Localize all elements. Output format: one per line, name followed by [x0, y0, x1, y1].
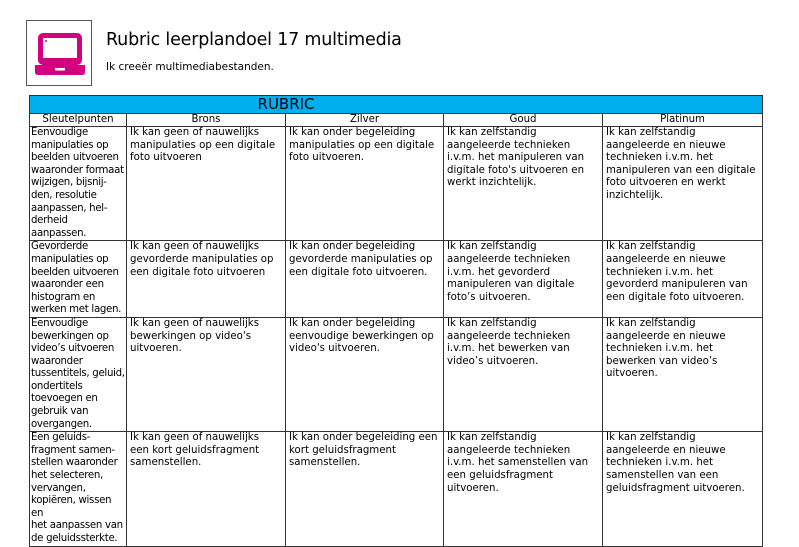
goud-cell: Ik kan zelfstandig aangeleerde technieken i.v.m. het samenstellen van een geluidsfragment uitvoeren.: [444, 432, 603, 546]
platinum-cell: Ik kan zelfstandig aangeleerde en nieuwe technieken i.v.m. het bewerken van video’s uitvoeren.: [603, 317, 763, 431]
table-row: [30, 127, 763, 241]
goud-cell: Ik kan zelfstandig aangeleerde technieken i.v.m. het manipuleren van digitale foto's uitvoeren en werkt inzichtelijk.: [444, 127, 603, 241]
column-header-brons: Brons: [127, 114, 286, 127]
zilver-cell: Ik kan onder begeleiding een kort geluidsfragment samenstellen.: [286, 432, 444, 546]
table-row: [30, 432, 763, 546]
brons-cell: Ik kan geen of nauwelijks bewerkingen op video's uitvoeren.: [127, 317, 286, 431]
column-header-goud: Goud: [444, 114, 603, 127]
brons-cell: Ik kan geen of nauwelijks gevorderde manipulaties op een digitale foto uitvoeren: [127, 241, 286, 318]
goud-cell: Ik kan zelfstandig aangeleerde technieken i.v.m. het gevorderd manipuleren van digitale foto’s uitvoeren.: [444, 241, 603, 318]
column-header-sleutelpunten: Sleutelpunten: [30, 114, 127, 127]
key-point-cell: Een geluids- fragment samen- stellen waaronder het selecteren, vervangen, kopiëren, wissen en het aanpassen van de geluidssterkte.: [30, 432, 127, 546]
column-header-zilver: Zilver: [286, 114, 444, 127]
platinum-cell: Ik kan zelfstandig aangeleerde en nieuwe technieken i.v.m. het samenstellen van een geluidsfragment uitvoeren.: [603, 432, 763, 546]
rubric-banner: [30, 96, 763, 114]
zilver-cell: Ik kan onder begeleiding gevorderde manipulaties op een digitale foto uitvoeren.: [286, 241, 444, 318]
goud-cell: Ik kan zelfstandig aangeleerde technieken i.v.m. het bewerken van video’s uitvoeren.: [444, 317, 603, 431]
zilver-cell: Ik kan onder begeleiding eenvoudige bewerkingen op video's uitvoeren.: [286, 317, 444, 431]
table-row: [30, 317, 763, 431]
platinum-cell: Ik kan zelfstandig aangeleerde en nieuwe technieken i.v.m. het gevorderd manipuleren van een digitale foto uitvoeren.: [603, 241, 763, 318]
page-subtitle: Ik creeër multimediabestanden.: [106, 61, 274, 73]
brons-cell: Ik kan geen of nauwelijks een kort geluidsfragment samenstellen.: [127, 432, 286, 546]
rubric-table: [29, 95, 763, 547]
rubric-banner-label: RUBRIC: [257, 95, 315, 113]
zilver-cell: Ik kan onder begeleiding manipulaties op een digitale foto uitvoeren.: [286, 127, 444, 241]
key-point-cell: Eenvoudige bewerkingen op video’s uitvoeren waaronder tussentitels, geluid, ondertitels toevoegen en gebruik van overgangen.: [30, 317, 127, 431]
key-point-cell: Gevorderde manipulaties op beelden uitvoeren waaronder een histogram en werken met lagen.: [30, 241, 127, 318]
column-header-platinum: Platinum: [603, 114, 763, 127]
page-title: Rubric leerplandoel 17 multimedia: [106, 30, 402, 50]
platinum-cell: Ik kan zelfstandig aangeleerde en nieuwe technieken i.v.m. het manipuleren van een digitale foto uitvoeren en werkt inzichtelijk.: [603, 127, 763, 241]
laptop-icon-frame: [26, 20, 92, 86]
table-row: [30, 241, 763, 318]
key-point-cell: Eenvoudige manipulaties op beelden uitvoeren waaronder formaat wijzigen, bijsnij- den, resolutie aanpassen, hel- derheid aanpassen.: [30, 127, 127, 241]
brons-cell: Ik kan geen of nauwelijks manipulaties op een digitale foto uitvoeren: [127, 127, 286, 241]
laptop-icon: [35, 31, 85, 77]
